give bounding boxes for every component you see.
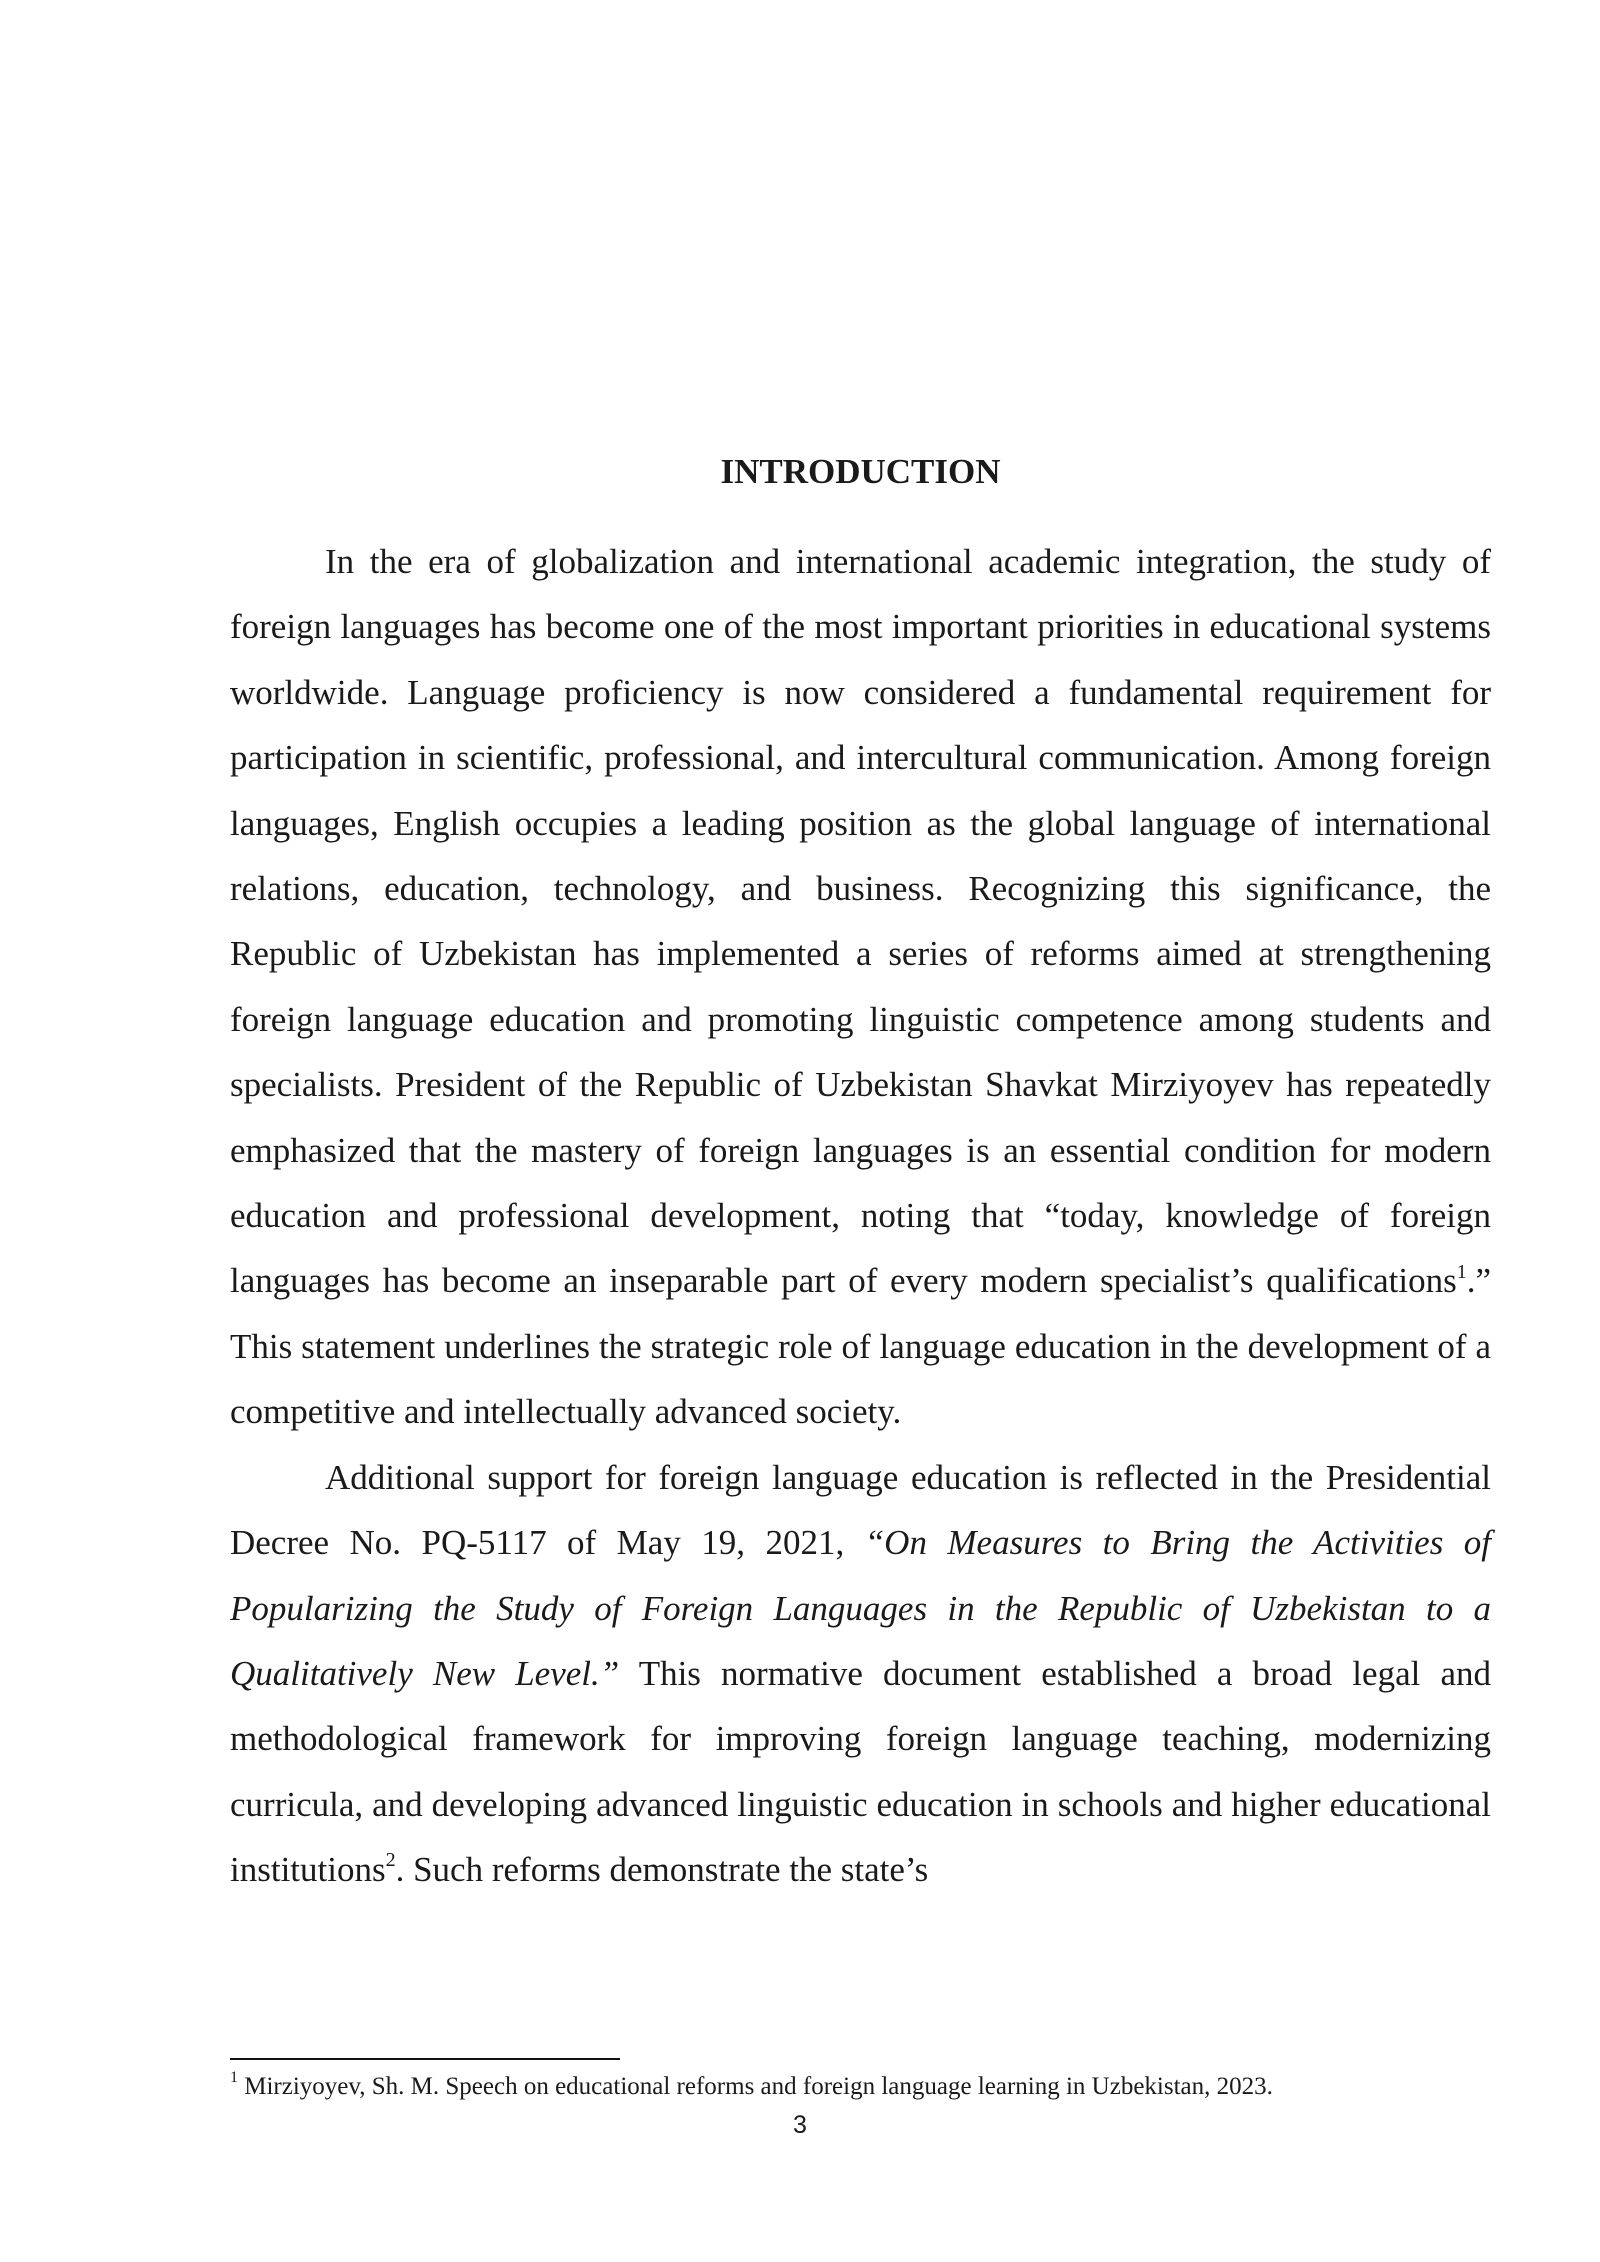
footnote-reference-1[interactable]: 1 bbox=[1456, 1260, 1467, 1283]
paragraph-1-text: In the era of globalization and international academic integration, the study of foreign languages has become one of the most important priorities in educational systems worldwide. Language proficiency is now considered a fundamental requirement for participation in scientific, professional, and intercultural communication. Among foreign languages, English occupies a leading position as the global language of international relations, education, technology, and business. Recognizing this significance, the Republic of Uzbekistan has implemented a series of reforms aimed at strengthening foreign language education and promoting linguistic competence among students and specialists. President of the Republic of Uzbekistan Shavkat Mirziyoyev has repeatedly emphasized that the mastery of foreign languages is an essential condition for modern education and professional development, noting that “today, knowledge of foreign languages has become an inseparable part of every modern specialist’s qualifications bbox=[230, 542, 1491, 1301]
paragraph-2-text-middle: This normative document established a broad legal and methodological framework for improving foreign language teaching, modernizing curricula, and developing advanced linguistic education in schools and higher educational institutions bbox=[230, 1653, 1491, 1890]
paragraph-1 bbox=[230, 529, 1491, 1445]
footnote-text: Mirziyoyev, Sh. M. Speech on educational reforms and foreign language learning in Uzbekistan, 2023. bbox=[238, 2073, 1273, 2100]
paragraph-2 bbox=[230, 1445, 1491, 1903]
decree-title: “On Measures to Bring the Activities of Popularizing the Study of Foreign Languages in the Republic of Uzbekistan to a Qualitatively New Level.” bbox=[230, 1523, 1491, 1693]
page-body bbox=[230, 447, 1491, 1903]
page-title: INTRODUCTION bbox=[720, 452, 1001, 491]
footnote-1 bbox=[230, 2068, 1491, 2103]
paragraph-2-text-start: Additional support for foreign language education is reflected in the Presidential Decree No. PQ-5117 of May 19, 2021, bbox=[230, 1457, 1491, 1563]
page-number: 3 bbox=[793, 2111, 807, 2139]
footnote-reference-2[interactable]: 2 bbox=[385, 1849, 396, 1872]
paragraph-1-text-end: .” This statement underlines the strategic role of language education in the development of a competitive and intellectually advanced society. bbox=[230, 1261, 1491, 1432]
footnote-separator bbox=[230, 2058, 620, 2060]
footnote-marker: 1 bbox=[230, 2068, 238, 2086]
paragraph-2-text-end: . Such reforms demonstrate the state’s bbox=[395, 1850, 929, 1890]
